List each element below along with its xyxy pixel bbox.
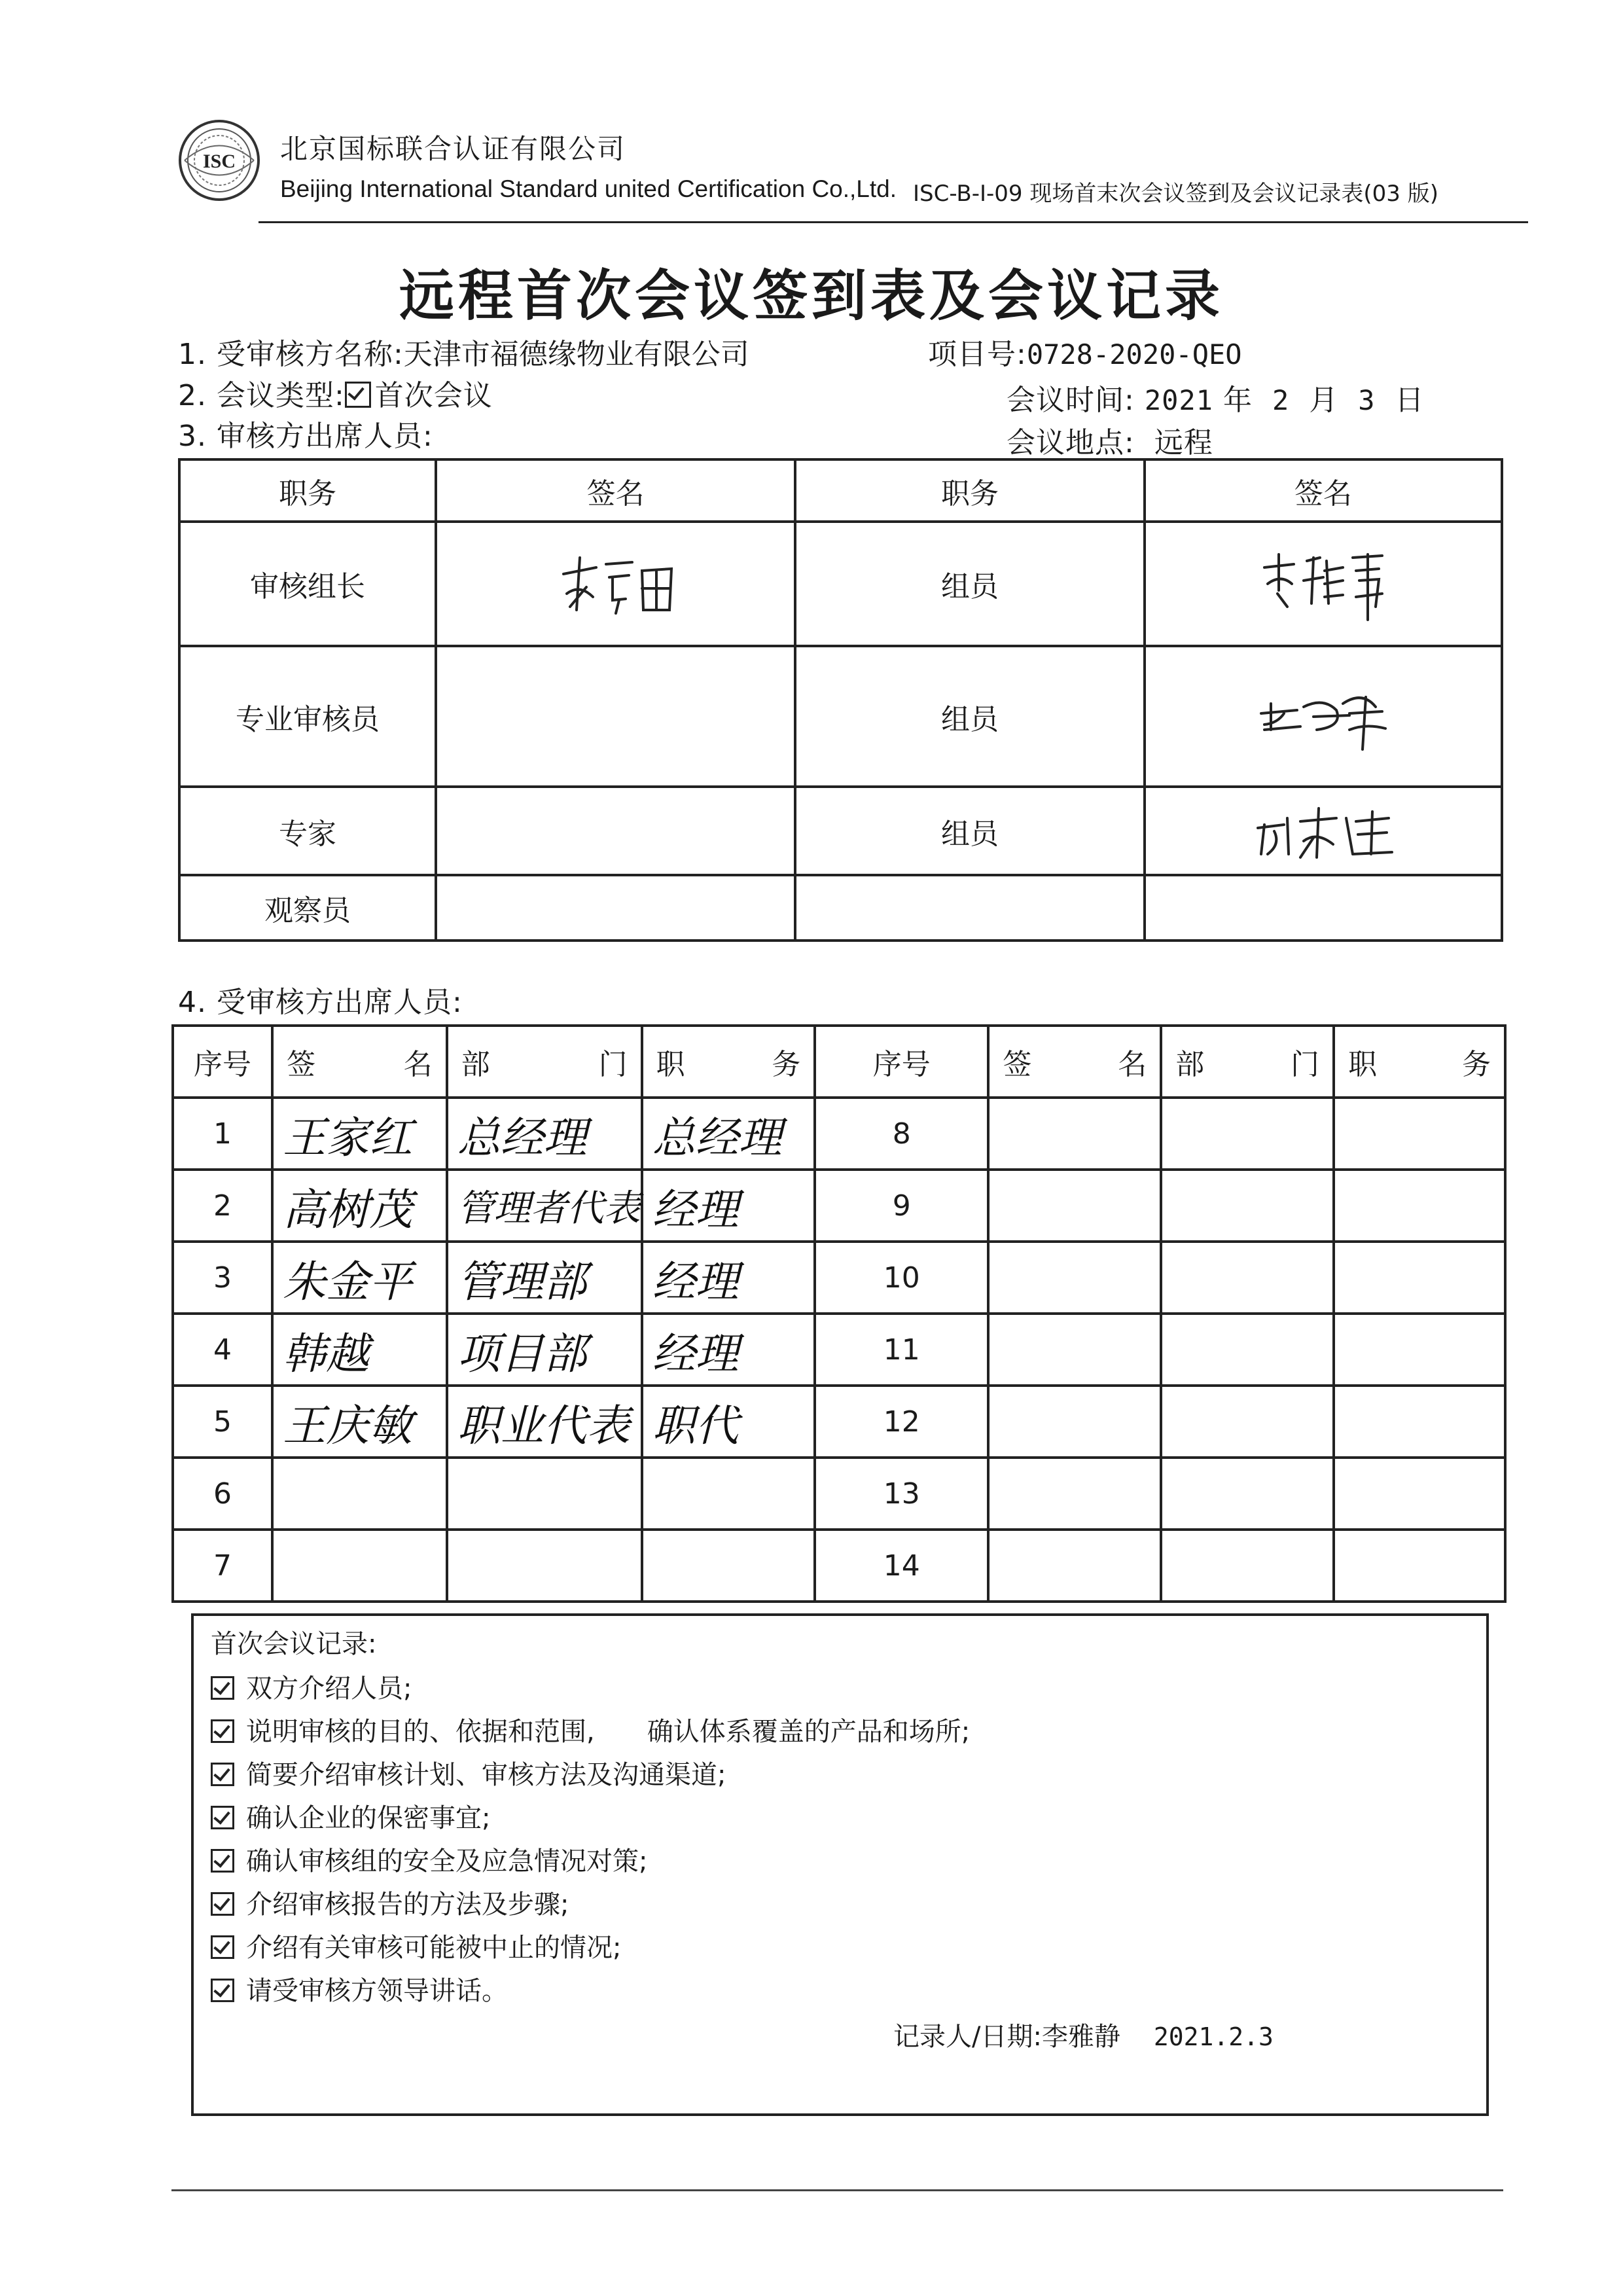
name-cell: 高树茂 — [272, 1170, 447, 1242]
recorder-line — [893, 2016, 1274, 2053]
signature-cell — [436, 646, 795, 787]
meeting-time-label: 会议时间: — [1007, 384, 1135, 417]
record-item — [211, 1797, 490, 1835]
header-char: 门 — [1291, 1048, 1320, 1081]
header-role: 职务 — [179, 459, 436, 522]
checkbox-checked-icon — [211, 1806, 234, 1829]
department-cell: 管理部 — [447, 1242, 642, 1314]
recorder-name: 李雅静 — [1041, 2022, 1120, 2052]
name-cell-2 — [988, 1530, 1161, 1602]
title-cell-2 — [1334, 1098, 1505, 1170]
name-cell-2 — [988, 1098, 1161, 1170]
department-cell-2 — [1161, 1314, 1334, 1386]
department-cell-2 — [1161, 1530, 1334, 1602]
form-code: ISC-B-I-09 现场首末次会议签到及会议记录表(03 版) — [913, 181, 1438, 207]
checkbox-checked-icon — [211, 1719, 234, 1743]
department-cell-2 — [1161, 1170, 1334, 1242]
record-item-text: 确认企业的保密事宜; — [246, 1803, 491, 1833]
record-item-text: 介绍有关审核可能被中止的情况; — [246, 1933, 622, 1963]
record-item-text: 简要介绍审核计划、审核方法及沟通渠道; — [246, 1760, 726, 1790]
company-name-en: Beijing International Standard united Certification Co.,Ltd. — [280, 175, 897, 202]
header-char: 部 — [461, 1048, 490, 1081]
row-number-2: 8 — [815, 1098, 988, 1170]
role-cell: 专业审核员 — [179, 646, 436, 787]
auditor-attendees-label: 3. 审核方出席人员: — [178, 420, 433, 453]
role-cell — [795, 875, 1145, 941]
header-number-2: 序号 — [815, 1026, 988, 1098]
meeting-day: 3 — [1358, 384, 1376, 416]
record-item — [211, 1754, 726, 1791]
table-row — [179, 646, 1502, 787]
title-cell: 经理 — [642, 1170, 815, 1242]
checkbox-checked-icon — [211, 1892, 234, 1916]
table-row — [173, 1242, 1505, 1314]
meeting-location-line — [1007, 419, 1213, 461]
meeting-location-label: 会议地点: — [1007, 426, 1135, 459]
header-signature-2: 签名 — [1145, 459, 1502, 522]
table-header-row — [173, 1026, 1505, 1098]
table-row — [179, 522, 1502, 646]
header-title — [642, 1026, 815, 1098]
table-row — [173, 1170, 1505, 1242]
meeting-type-label: 2. 会议类型: — [178, 379, 345, 412]
month-unit: 月 — [1309, 384, 1339, 417]
project-number-value: 0728-2020-QEO — [1026, 338, 1242, 370]
handwritten-signature-meng-zhaofeng — [1251, 677, 1395, 756]
name-cell-2 — [988, 1170, 1161, 1242]
record-item — [211, 1927, 621, 1964]
header-role-2: 职务 — [795, 459, 1145, 522]
checkbox-checked-icon — [211, 1935, 234, 1959]
meeting-type-line — [178, 372, 493, 414]
header-signature — [272, 1026, 447, 1098]
meeting-time-line — [1007, 376, 1425, 418]
row-number-2: 14 — [815, 1530, 988, 1602]
row-number-2: 13 — [815, 1458, 988, 1530]
header-department — [447, 1026, 642, 1098]
header-number: 序号 — [173, 1026, 272, 1098]
name-cell: 王庆敏 — [272, 1386, 447, 1458]
record-item-text: 介绍审核报告的方法及步骤; — [246, 1890, 569, 1920]
title-cell — [642, 1458, 815, 1530]
record-item-text: 双方介绍人员; — [246, 1674, 412, 1704]
row-number: 7 — [173, 1530, 272, 1602]
department-cell: 管理者代表 — [447, 1170, 642, 1242]
title-cell: 经理 — [642, 1314, 815, 1386]
table-row — [173, 1458, 1505, 1530]
title-cell: 经理 — [642, 1242, 815, 1314]
table-header-row — [179, 459, 1502, 522]
name-cell: 朱金平 — [272, 1242, 447, 1314]
row-number-2: 9 — [815, 1170, 988, 1242]
record-item — [211, 1711, 970, 1748]
checkbox-checked-icon — [211, 1849, 234, 1873]
signature-cell — [436, 787, 795, 875]
row-number: 2 — [173, 1170, 272, 1242]
table-row — [179, 787, 1502, 875]
header-divider — [259, 221, 1528, 223]
role-cell: 组员 — [795, 787, 1145, 875]
header-signature: 签名 — [436, 459, 795, 522]
auditee-name-label: 1. 受审核方名称: — [178, 338, 404, 371]
name-cell-2 — [988, 1458, 1161, 1530]
name-cell: 王家红 — [272, 1098, 447, 1170]
handwritten-signature-liu-dongsheng — [1248, 798, 1399, 864]
year-unit: 年 — [1222, 384, 1253, 417]
row-number-2: 12 — [815, 1386, 988, 1458]
title-cell-2 — [1334, 1386, 1505, 1458]
record-heading: 首次会议记录: — [211, 1629, 377, 1659]
company-name-cn: 北京国标联合认证有限公司 — [280, 133, 626, 165]
title-cell-2 — [1334, 1458, 1505, 1530]
row-number: 4 — [173, 1314, 272, 1386]
row-number: 5 — [173, 1386, 272, 1458]
record-item-text: 确认审核组的安全及应急情况对策; — [246, 1846, 648, 1876]
handwritten-signature-li-jingtian — [550, 548, 681, 620]
role-cell: 专家 — [179, 787, 436, 875]
auditee-attendance-table — [171, 1024, 1507, 1603]
role-cell: 审核组长 — [179, 522, 436, 646]
role-cell: 组员 — [795, 522, 1145, 646]
name-cell — [272, 1530, 447, 1602]
role-cell: 观察员 — [179, 875, 436, 941]
header-char: 名 — [1118, 1048, 1147, 1081]
header-char: 门 — [598, 1048, 628, 1081]
header-char: 务 — [1462, 1048, 1491, 1081]
meeting-location-value: 远程 — [1154, 426, 1213, 459]
title-cell-2 — [1334, 1170, 1505, 1242]
header-signature-2 — [988, 1026, 1161, 1098]
department-cell-2 — [1161, 1242, 1334, 1314]
signature-cell — [1145, 522, 1502, 646]
department-cell-2 — [1161, 1098, 1334, 1170]
header-char: 签 — [287, 1048, 316, 1081]
name-cell-2 — [988, 1386, 1161, 1458]
name-cell-2 — [988, 1314, 1161, 1386]
checkbox-checked-icon — [211, 1763, 234, 1786]
department-cell — [447, 1530, 642, 1602]
record-item-text: 说明审核的目的、依据和范围, 确认体系覆盖的产品和场所; — [246, 1717, 971, 1747]
title-cell: 总经理 — [642, 1098, 815, 1170]
title-cell-2 — [1334, 1242, 1505, 1314]
auditor-attendance-table — [178, 458, 1503, 942]
day-unit: 日 — [1395, 384, 1425, 417]
row-number-2: 11 — [815, 1314, 988, 1386]
header-department-2 — [1161, 1026, 1334, 1098]
signature-cell — [436, 875, 795, 941]
title-cell: 职代 — [642, 1386, 815, 1458]
row-number: 1 — [173, 1098, 272, 1170]
record-item-text: 请受审核方领导讲话。 — [246, 1976, 508, 2006]
header-char: 职 — [1348, 1048, 1378, 1081]
table-row — [179, 875, 1502, 941]
signature-cell — [1145, 787, 1502, 875]
project-number-label: 项目号: — [928, 338, 1027, 371]
checkbox-checked-icon — [211, 1979, 234, 2002]
meeting-year: 2021 — [1144, 384, 1213, 416]
table-row — [173, 1098, 1505, 1170]
auditee-table-body — [173, 1098, 1505, 1602]
logo-text: ISC — [202, 151, 236, 172]
header-char: 职 — [656, 1048, 685, 1081]
title-cell-2 — [1334, 1314, 1505, 1386]
department-cell — [447, 1458, 642, 1530]
header-title-2 — [1334, 1026, 1505, 1098]
department-cell-2 — [1161, 1386, 1334, 1458]
table-row — [173, 1530, 1505, 1602]
company-logo — [177, 118, 262, 203]
signature-cell — [1145, 646, 1502, 787]
record-date: 2021.2.3 — [1153, 2022, 1274, 2051]
record-item — [211, 1970, 508, 2007]
record-item — [211, 1884, 569, 1921]
record-item — [211, 1668, 412, 1705]
document-title: 远程首次会议签到表及会议记录 — [399, 264, 1224, 328]
auditee-name-line — [178, 331, 749, 372]
checkbox-checked-icon — [345, 382, 371, 408]
checkbox-checked-icon — [211, 1676, 234, 1700]
table-row — [173, 1314, 1505, 1386]
title-cell — [642, 1530, 815, 1602]
signature-cell — [1145, 875, 1502, 941]
header-char: 名 — [403, 1048, 433, 1081]
name-cell: 韩越 — [272, 1314, 447, 1386]
row-number-2: 10 — [815, 1242, 988, 1314]
title-cell-2 — [1334, 1530, 1505, 1602]
project-number-line — [928, 331, 1242, 372]
auditee-attendees-label: 4. 受审核方出席人员: — [178, 986, 463, 1019]
signature-cell — [436, 522, 795, 646]
department-cell: 职业代表 — [447, 1386, 642, 1458]
row-number: 3 — [173, 1242, 272, 1314]
handwritten-signature-li-yajing — [1251, 541, 1395, 626]
department-cell-2 — [1161, 1458, 1334, 1530]
row-number: 6 — [173, 1458, 272, 1530]
meeting-type-value: 首次会议 — [374, 379, 493, 412]
name-cell-2 — [988, 1242, 1161, 1314]
auditee-name-value: 天津市福德缘物业有限公司 — [403, 338, 749, 371]
department-cell: 项目部 — [447, 1314, 642, 1386]
name-cell — [272, 1458, 447, 1530]
meeting-month: 2 — [1272, 384, 1290, 416]
recorder-label: 记录人/日期: — [893, 2022, 1042, 2052]
table-row — [173, 1386, 1505, 1458]
header-char: 部 — [1175, 1048, 1205, 1081]
header-char: 签 — [1003, 1048, 1032, 1081]
department-cell: 总经理 — [447, 1098, 642, 1170]
record-item — [211, 1840, 647, 1878]
role-cell: 组员 — [795, 646, 1145, 787]
header-char: 务 — [772, 1048, 801, 1081]
footer-divider — [171, 2189, 1503, 2191]
